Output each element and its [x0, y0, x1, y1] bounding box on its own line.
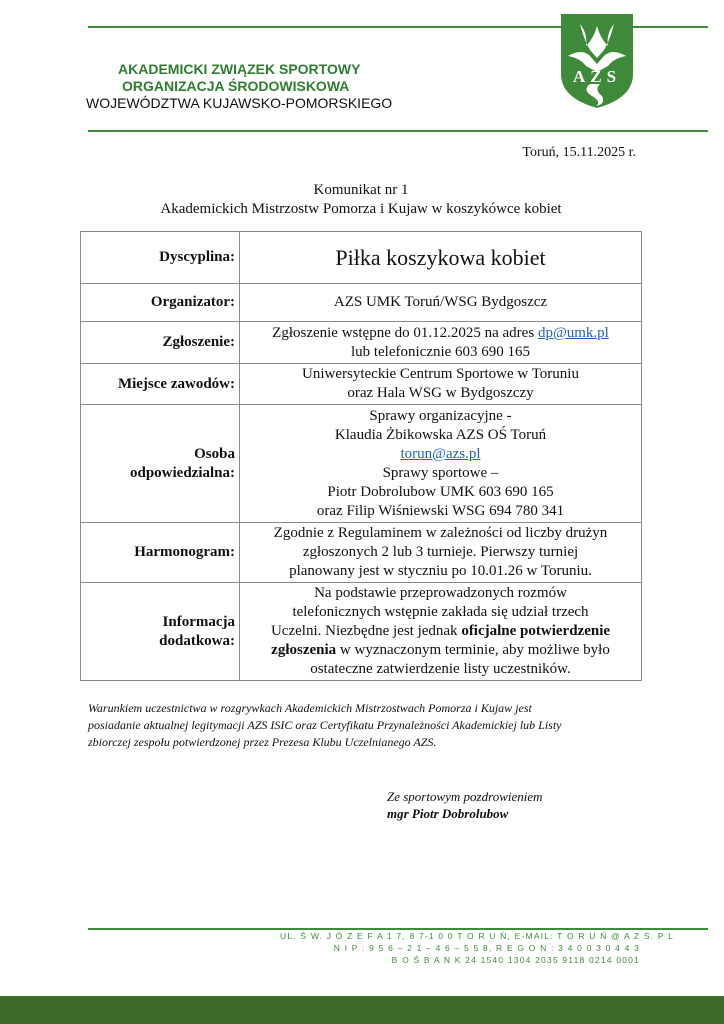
row-zgloszenie — [81, 322, 642, 364]
label-osoba — [81, 405, 240, 523]
footer-green-bar — [0, 996, 724, 1024]
footer-rule — [88, 928, 708, 930]
footer-bank: B O Ś B A N K 24 1540 1304 2035 9118 0214 0001 — [391, 955, 640, 965]
email-link-dp[interactable]: dp@umk.pl — [537, 324, 609, 341]
osoba-line4: Piotr Dobrolubow UMK 603 690 165 — [327, 483, 554, 500]
signature-name: mgr Piotr Dobrolubow — [387, 806, 509, 821]
conditions-line3: zbiorczej zespołu potwierdzonej przez Prezesa Klubu Uczelnianego AZS. — [88, 735, 437, 749]
zgloszenie-phone: lub telefonicznie 603 690 165 — [350, 343, 531, 360]
org-name-line1: AKADEMICKI ZWIĄZEK SPORTOWY — [118, 61, 361, 77]
osoba-label-line1: Osoba — [194, 445, 235, 462]
miejsce-line1: Uniwersyteckie Centrum Sportowe w Toruniu — [302, 366, 579, 382]
osoba-line5: oraz Filip Wiśniewski WSG 694 780 341 — [316, 502, 565, 519]
informacja-line3-bold: oficjalne potwierdzenie — [461, 623, 611, 639]
informacja-line2: telefonicznych wstępnie zakłada się udział trzech — [292, 604, 589, 620]
communique-title: Akademickich Mistrzostw Pomorza i Kujaw w koszykówce kobiet — [160, 201, 562, 217]
informacja-label-line2: dodatkowa: — [159, 632, 235, 649]
label-miejsce: Miejsce zawodów: — [81, 364, 240, 405]
value-zgloszenie — [240, 322, 642, 364]
zgloszenie-text: Zgłoszenie wstępne do 01.12.2025 na adres — [272, 324, 535, 341]
label-informacja — [81, 583, 240, 681]
info-table — [80, 231, 642, 681]
label-harmonogram: Harmonogram: — [81, 523, 240, 583]
informacja-line4-bold: zgłoszenia — [271, 642, 337, 658]
signature-greeting: Ze sportowym pozdrowieniem — [387, 789, 543, 804]
footer-address: UL. Ś W. J Ó Z E F A 1 7, 8 7-1 0 0 T O R U Ń, E-MAIL: T O R U Ń @ A Z S. P L — [280, 931, 675, 941]
harmonogram-line2: zgłoszonych 2 lub 3 turnieje. Pierwszy turniej — [302, 544, 579, 560]
informacja-line5: ostateczne zatwierdzenie listy uczestników. — [310, 661, 571, 677]
harmonogram-line1: Zgodnie z Regulaminem w zależności od liczby drużyn — [273, 525, 608, 541]
row-organizator — [81, 284, 642, 322]
row-dyscyplina — [81, 232, 642, 284]
harmonogram-line3: planowany jest w styczniu po 10.01.26 w Toruniu. — [289, 563, 592, 579]
miejsce-line2: oraz Hala WSG w Bydgoszczy — [347, 385, 534, 401]
org-name-line2: ORGANIZACJA ŚRODOWISKOWA — [122, 78, 350, 94]
logo-text: AZS — [572, 67, 622, 86]
osoba-line3: Sprawy sportowe – — [382, 464, 499, 481]
value-informacja — [240, 583, 642, 681]
conditions-line2: posiadanie aktualnej legitymacji AZS ISIC oraz Certyfikatu Przynależności Akademickiej lub Listy — [88, 718, 562, 732]
informacja-line1: Na podstawie przeprowadzonych rozmów — [314, 585, 567, 601]
label-organizator: Organizator: — [81, 284, 240, 322]
value-harmonogram — [240, 523, 642, 583]
email-link-torun[interactable]: torun@azs.pl — [400, 445, 481, 462]
conditions-line1: Warunkiem uczestnictwa w rozgrywkach Akademickich Mistrzostwach Pomorza i Kujaw jest — [88, 701, 532, 715]
footer-nip-regon: N I P : 9 5 6 – 2 1 – 4 6 – 5 5 8, R E G O N : 3 4 0 0 3 0 4 4 3 — [333, 943, 640, 953]
document-date: Toruń, 15.11.2025 r. — [522, 145, 636, 160]
participation-conditions — [88, 700, 628, 751]
azs-logo — [558, 12, 636, 110]
value-miejsce — [240, 364, 642, 405]
value-dyscyplina: Piłka koszykowa kobiet — [240, 232, 642, 284]
row-miejsce — [81, 364, 642, 405]
communique-number: Komunikat nr 1 — [313, 182, 409, 198]
row-harmonogram — [81, 523, 642, 583]
header-bottom-rule — [88, 130, 708, 132]
label-zgloszenie: Zgłoszenie: — [81, 322, 240, 364]
informacja-label-line1: Informacja — [162, 613, 235, 630]
signature-block — [387, 788, 543, 822]
informacja-line3a: Uczelni. Niezbędne jest jednak — [270, 623, 462, 639]
row-osoba — [81, 405, 642, 523]
osoba-line1: Sprawy organizacyjne - — [369, 407, 512, 424]
osoba-line2: Klaudia Żbikowska AZS OŚ Toruń — [334, 426, 547, 443]
label-dyscyplina: Dyscyplina: — [81, 232, 240, 284]
informacja-line4b: w wyznaczonym terminie, aby możliwe było — [336, 642, 610, 658]
value-organizator: AZS UMK Toruń/WSG Bydgoszcz — [240, 284, 642, 322]
osoba-label-line2: odpowiedzialna: — [129, 464, 235, 481]
value-osoba — [240, 405, 642, 523]
row-informacja — [81, 583, 642, 681]
org-name-line3: WOJEWÓDZTWA KUJAWSKO-POMORSKIEGO — [86, 95, 393, 111]
